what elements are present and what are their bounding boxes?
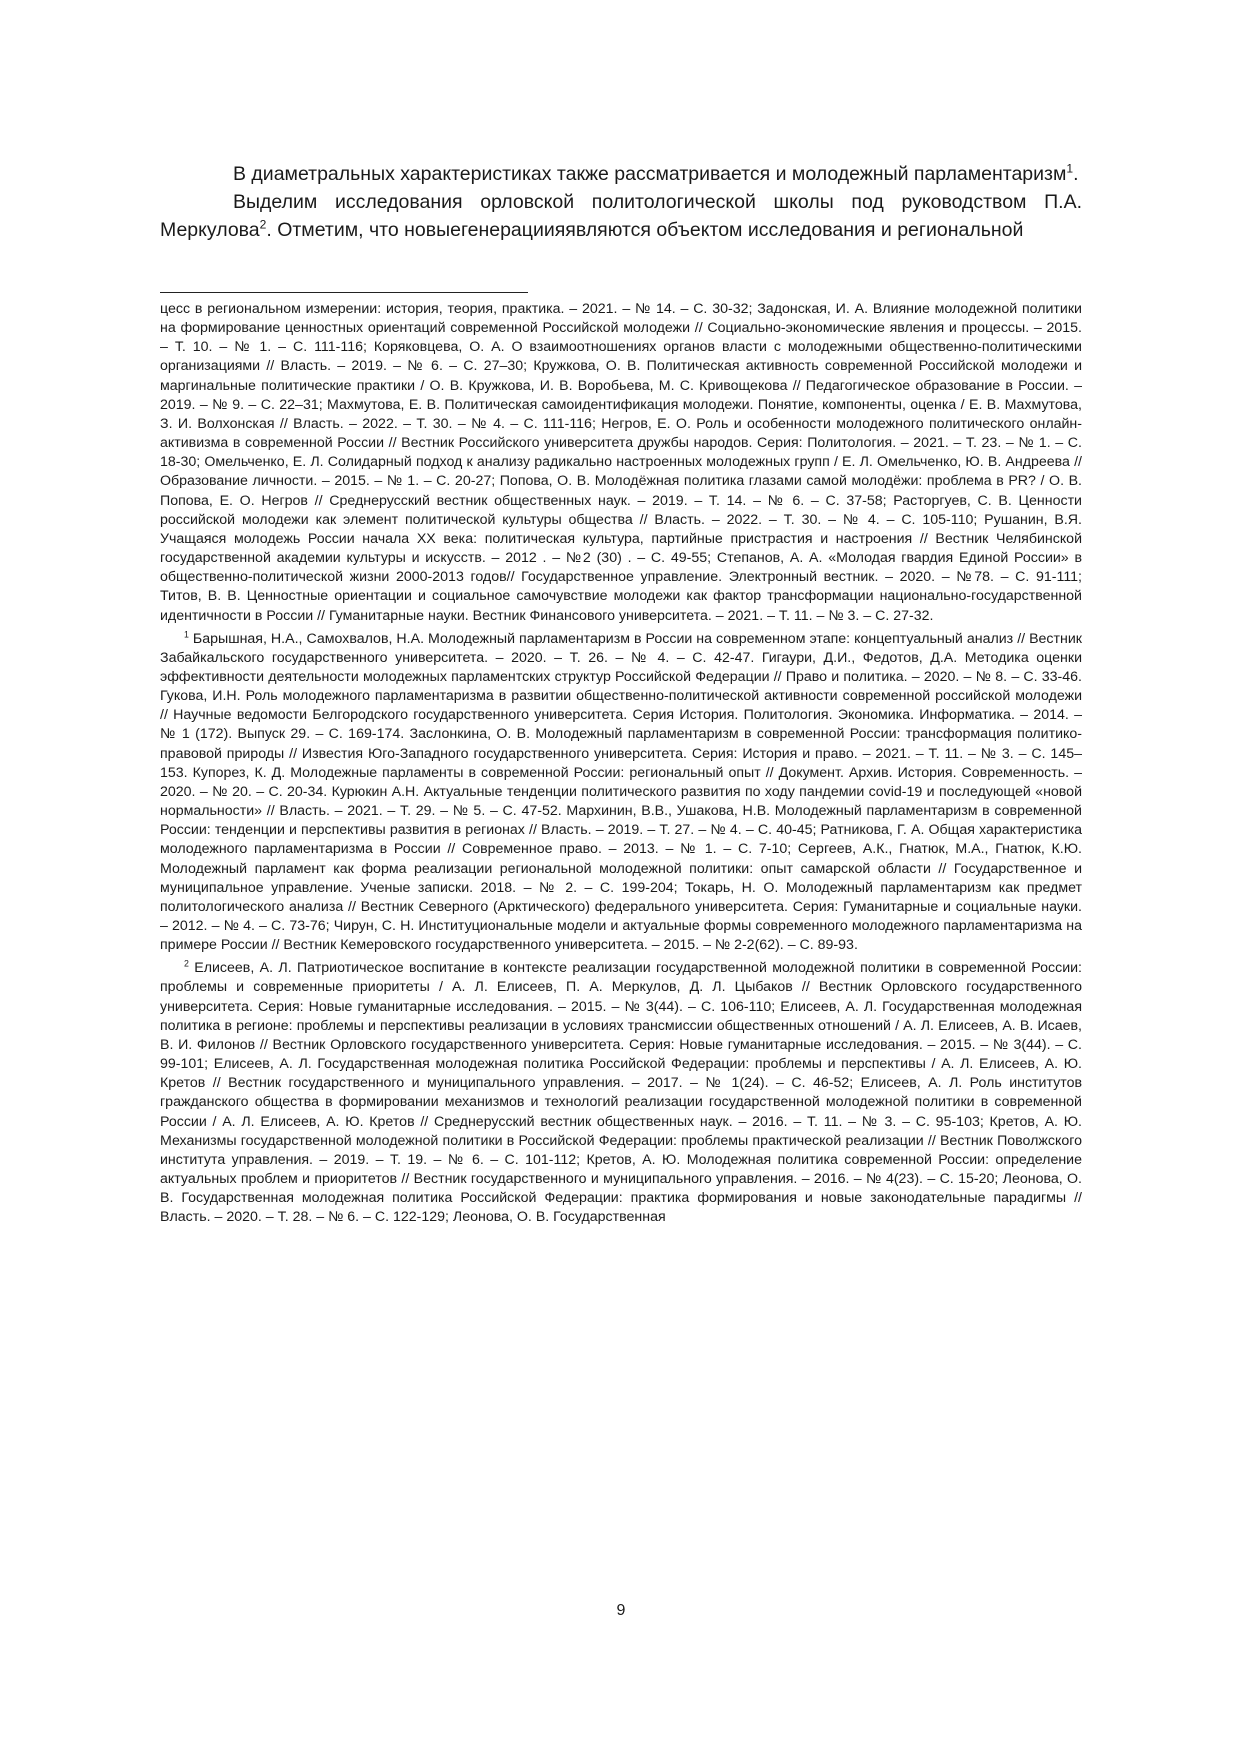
footnotes	[160, 300, 1082, 1228]
footnote-2: $^2$ Елисеев, А. Л. Патриотическое воспитание в контексте реализации государственной молодежной политики в современной России: проблемы и современные приоритеты / А. Л. Елисеев, П. А. Меркулов, Д. Л. Цыбаков // Вестник Орловского государственного университета. Серия: Новые гуманитарные исследования. – 2015. – № 3(44). – С. 106-110; Елисеев, А. Л. Государственная молодежная политика в регионе: проблемы и перспективы реализации в условиях трансмиссии общественных отношений / А. Л. Елисеев, А. В. Исаев, В. И. Филонов // Вестник Орловского государственного университета. Серия: Новые гуманитарные исследования. – 2015. – № 3(44). – С. 99-101; Елисеев, А. Л. Государственная молодежная политика Российской Федерации: проблемы и перспективы / А. Л. Елисеев, А. Ю. Кретов // Вестник государственного и муниципального управления. – 2017. – № 1(24). – С. 46-52; Елисеев, А. Л. Роль институтов гражданского общества в формировании механизмов и технологий реализации государственной молодежной политики в современной России / А. Л. Елисеев, А. Ю. Кретов // Среднерусский вестник общественных наук. – 2016. – Т. 11. – № 3. – С. 95-103; Кретов, А. Ю. Механизмы государственной молодежной политики в Российской Федерации: проблемы практической реализации // Вестник Поволжского института управления. – 2019. – Т. 19. – № 6. – С. 101-112; Кретов, А. Ю. Молодежная политика современной России: определение актуальных проблем и приоритетов // Вестник государственного и муниципального управления. – 2016. – № 4(23). – С. 15-20; Леонова, О. В. Государственная молодежная политика Российской Федерации: практика формирования и новые законодательные парадигмы // Власть. – 2020. – Т. 28. – № 6. – С. 122-129; Леонова, О. В. Государственная	[160, 958, 1082, 1226]
paragraph: В диаметральных характеристиках также рассматривается и молодежный парламентаризм$^1$.	[233, 161, 1079, 185]
footnote-continuation: цесс в региональном измерении: история, теория, практика. – 2021. – № 14. – С. 30-32; Задонская, И. А. Влияние молодежной политики на формирование ценностных ориентаций современной Российской молодежи // Социально-экономические явления и процессы. – 2015. – Т. 10. – № 1. – С. 111-116; Коряковцева, О. А. О взаимоотношениях органов власти с молодежными общественно-политическими организациями // Власть. – 2019. – № 6. – С. 27–30; Кружкова, О. В. Политическая активность современной Российской молодежи и маргинальные политические практики / О. В. Кружкова, И. В. Воробьева, М. С. Кривощекова // Педагогическое образование в России. – 2019. – № 9. – С. 22–31; Махмутова, Е. В. Политическая самоидентификация молодежи. Понятие, компоненты, оценка / Е. В. Махмутова, З. И. Волхонская // Власть. – 2022. – Т. 30. – № 4. – С. 111-116; Негров, Е. О. Роль и особенности молодежного политического онлайн-активизма в современной России // Вестник Российского университета дружбы народов. Серия: Политология. – 2021. – Т. 23. – № 1. – С. 18-30; Омельченко, Е. Л. Солидарный подход к анализу радикально настроенных молодежных групп / Е. Л. Омельченко, Ю. В. Андреева // Образование личности. – 2015. – № 1. – С. 20-27; Попова, О. В. Молодёжная политика глазами самой молодёжи: проблема в PR? / О. В. Попова, Е. О. Негров // Среднерусский вестник общественных наук. – 2019. – Т. 14. – № 6. – С. 37-58; Расторгуев, С. В. Ценности российской молодежи как элемент политической культуры общества // Власть. – 2022. – Т. 30. – № 4. – С. 105-110; Рушанин, В.Я. Учащаяся молодежь России начала XX века: политическая культура, партийные пристрастия и настроения // Вестник Челябинской государственной академии культуры и искусств. – 2012 . – №2 (30) . – С. 49-55; Степанов, А. А. «Молодая гвардия Единой России» в общественно-политической жизни 2000-2013 годов// Государственное управление. Электронный вестник. – 2020. – №78. – С. 91-111; Титов, В. В. Ценностные ориентации и социальное самочувствие молодежи как фактор трансформации национально-государственной идентичности в России // Гуманитарные науки. Вестник Финансового университета. – 2021. – Т. 11. – № 3. – С. 27-32.	[160, 301, 1082, 624]
page-number: 9	[616, 1602, 626, 1619]
footnote-ref[interactable]: 1	[1066, 161, 1074, 176]
footnote-mark: 2	[184, 958, 189, 969]
footnote-mark: 1	[184, 628, 189, 639]
footnote-separator	[160, 292, 528, 293]
footnote-ref[interactable]: 2	[259, 217, 267, 232]
footnote-1: $^1$ Барышная, Н.А., Самохвалов, Н.А. Молодежный парламентаризм в России на современном этапе: концептуальный анализ // Вестник Забайкальского государственного университета. – 2020. – Т. 26. – № 4. – С. 42-47. Гигаури, Д.И., Федотов, Д.А. Методика оценки эффективности деятельности молодежных парламентских структур Российской Федерации // Право и политика. – 2020. – № 8. – С. 33-46. Гукова, И.Н. Роль молодежного парламентаризма в развитии общественно-политической активности современной российской молодежи // Научные ведомости Белгородского государственного университета. Серия История. Политология. Экономика. Информатика. – 2014. – № 1 (172). Выпуск 29. – С. 169-174. Заслонкина, О. В. Молодежный парламентаризм в современной России: трансформация политико-правовой природы // Известия Юго-Западного государственного университета. Серия: История и право. – 2021. – Т. 11. – № 3. – С. 145–153. Купорез, К. Д. Молодежные парламенты в современной России: региональный опыт // Документ. Архив. История. Современность. – 2020. – № 20. – С. 20-34. Курюкин А.Н. Актуальные тенденции политического развития по ходу пандемии covid-19 и последующей «новой нормальности» // Власть. – 2021. – Т. 29. – № 5. – С. 47-52. Мархинин, В.В., Ушакова, Н.В. Молодежный парламентаризм в современной России: тенденции и перспективы развития в регионах // Власть. – 2019. – Т. 27. – № 4. – С. 40-45; Ратникова, Г. А. Общая характеристика молодежного парламентаризма в России // Современное право. – 2013. – № 1. – С. 7-10; Сергеев, А.К., Гнатюк, М.А., Гнатюк, К.Ю. Молодежный парламент как форма реализации региональной молодежной политики: опыт самарской области // Государственное и муниципальное управление. Ученые записки. 2018. – № 2. – С. 199-204; Токарь, Н. О. Молодежный парламентаризм как предмет политологического анализа // Вестник Северного (Арктического) федерального университета. Серия: Гуманитарные и социальные науки. – 2012. – № 4. – С. 73-76; Чирун, С. Н. Институциональные модели и актуальные формы современного молодежного парламентаризма на примере России // Вестник Кемеровского государственного университета. – 2015. – № 2-2(62). – С. 89-93.	[160, 628, 1082, 954]
paragraph: Выделим исследования орловской политологической школы под руководством П.А. Меркулова$^2$. Отметим, что новыегенерациияявляются объектом исследования и региональной	[160, 191, 1082, 241]
body-text	[160, 160, 1082, 244]
